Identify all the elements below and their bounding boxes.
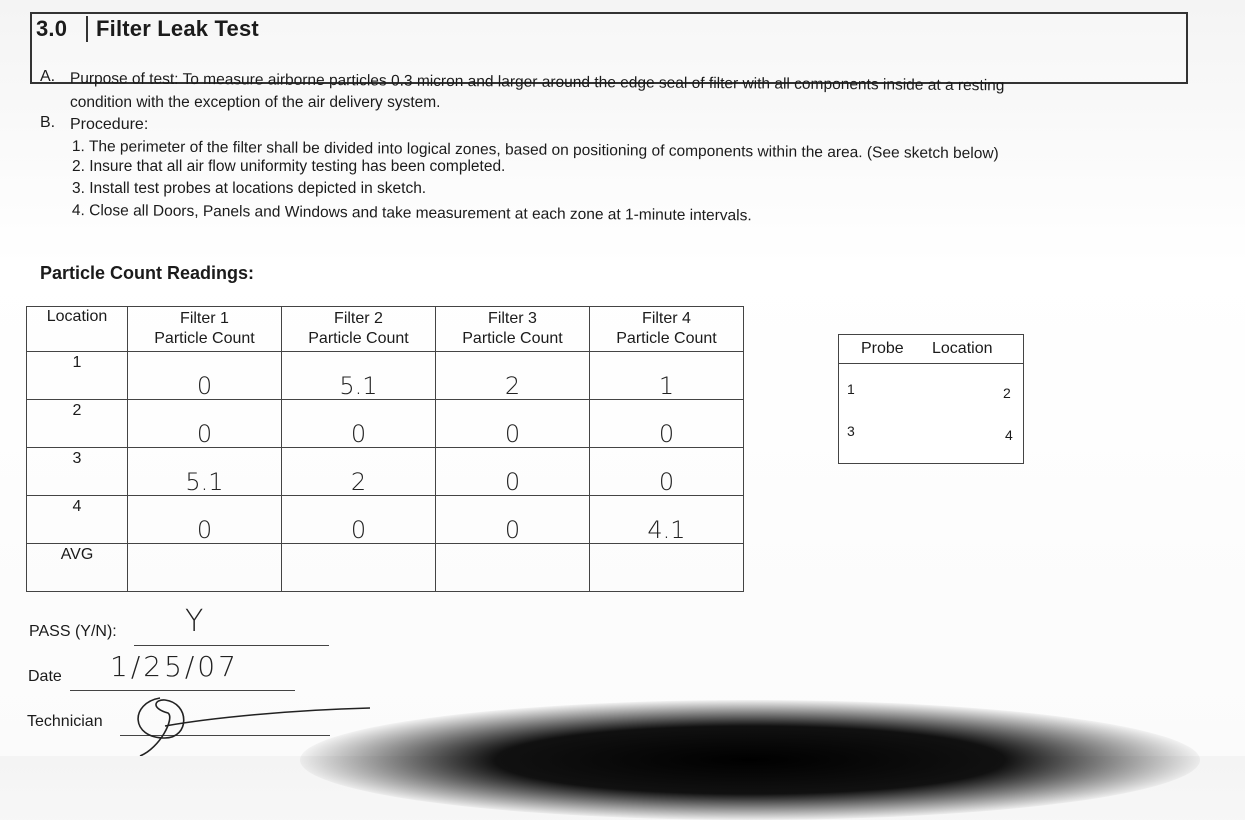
- pass-value: Y: [185, 604, 204, 639]
- column-header: Filter 4 Particle Count: [590, 307, 744, 352]
- location-header-label: Location: [932, 340, 993, 357]
- reading-cell: [436, 352, 590, 400]
- table-row: [27, 496, 744, 544]
- probe-location-sketch: [838, 334, 1024, 464]
- reading-cell: [128, 352, 282, 400]
- handwritten-value: 0: [658, 419, 675, 448]
- probe-position-2: 2: [1003, 385, 1011, 401]
- reading-cell: [590, 400, 744, 448]
- section-number: 3.0: [36, 16, 88, 42]
- reading-cell: [436, 544, 590, 592]
- probe-header: [839, 335, 1023, 364]
- location-cell: 3: [27, 448, 128, 496]
- handwritten-value: 1: [658, 371, 675, 400]
- handwritten-value: 0: [504, 419, 521, 448]
- reading-cell: [436, 448, 590, 496]
- reading-cell: [128, 544, 282, 592]
- handwritten-value: 4.1: [647, 515, 686, 544]
- reading-cell: [590, 352, 744, 400]
- handwritten-value: 2: [504, 371, 521, 400]
- procedure-step-1: 1. The perimeter of the filter shall be divided into logical zones, based on positioning of components within the area. (See sketch below): [71, 138, 999, 163]
- column-header: Filter 1 Particle Count: [128, 307, 282, 352]
- reading-cell: [128, 448, 282, 496]
- column-header: Filter 2 Particle Count: [282, 307, 436, 352]
- section-title-text: Filter Leak Test: [96, 16, 259, 41]
- handwritten-value: 0: [658, 467, 675, 496]
- reading-cell: [282, 544, 436, 592]
- purpose-marker: A.: [40, 68, 56, 85]
- readings-heading: Particle Count Readings:: [40, 263, 255, 283]
- reading-cell: [282, 400, 436, 448]
- reading-cell: [128, 400, 282, 448]
- date-label: Date: [28, 668, 62, 685]
- procedure-step-4: 4. Close all Doors, Panels and Windows and take measurement at each zone at 1-minute intervals.: [71, 202, 752, 225]
- handwritten-value: 0: [504, 467, 521, 496]
- column-header: Filter 3 Particle Count: [436, 307, 590, 352]
- section-title: [36, 16, 259, 42]
- location-cell: 1: [27, 352, 128, 400]
- handwritten-value: 0: [196, 371, 213, 400]
- handwritten-value: 2: [350, 467, 367, 496]
- probe-position-4: 4: [1005, 427, 1013, 443]
- table-header-row: [27, 307, 744, 352]
- photo-shadow: [300, 700, 1200, 820]
- probe-position-3: 3: [847, 423, 855, 439]
- procedure-marker: B.: [40, 114, 56, 131]
- handwritten-value: 0: [196, 419, 213, 448]
- column-header: Location: [27, 307, 128, 352]
- reading-cell: [128, 496, 282, 544]
- purpose-line-1: Purpose of test: To measure airborne particles 0.3 micron and larger around the edge seal of filter with all components inside at a resting: [69, 70, 1005, 95]
- reading-cell: [436, 496, 590, 544]
- procedure-label: Procedure:: [70, 116, 149, 133]
- handwritten-value: 0: [504, 515, 521, 544]
- table-row: [27, 352, 744, 400]
- particle-count-table: [26, 306, 744, 592]
- reading-cell: [282, 352, 436, 400]
- handwritten-value: 5.1: [185, 467, 224, 496]
- pass-line: [134, 645, 329, 646]
- technician-label: Technician: [27, 713, 103, 730]
- pass-label: PASS (Y/N):: [29, 623, 117, 640]
- purpose-line-2: condition with the exception of the air delivery system.: [70, 94, 441, 111]
- handwritten-value: 0: [350, 515, 367, 544]
- probe-header-label: Probe: [861, 340, 904, 357]
- reading-cell: [590, 448, 744, 496]
- reading-cell: [436, 400, 590, 448]
- handwritten-value: 5.1: [339, 371, 378, 400]
- reading-cell: [282, 496, 436, 544]
- handwritten-value: 0: [196, 515, 213, 544]
- table-row: [27, 400, 744, 448]
- location-cell: 2: [27, 400, 128, 448]
- location-cell: 4: [27, 496, 128, 544]
- date-value: 1/25/07: [110, 650, 239, 683]
- reading-cell: [590, 496, 744, 544]
- reading-cell: [282, 448, 436, 496]
- handwritten-value: 0: [350, 419, 367, 448]
- procedure-step-3: 3. Install test probes at locations depicted in sketch.: [72, 180, 427, 197]
- probe-position-1: 1: [847, 381, 855, 397]
- location-cell: AVG: [27, 544, 128, 592]
- table-row-avg: [27, 544, 744, 592]
- table-row: [27, 448, 744, 496]
- procedure-step-2: 2. Insure that all air flow uniformity testing has been completed.: [72, 158, 506, 175]
- reading-cell: [590, 544, 744, 592]
